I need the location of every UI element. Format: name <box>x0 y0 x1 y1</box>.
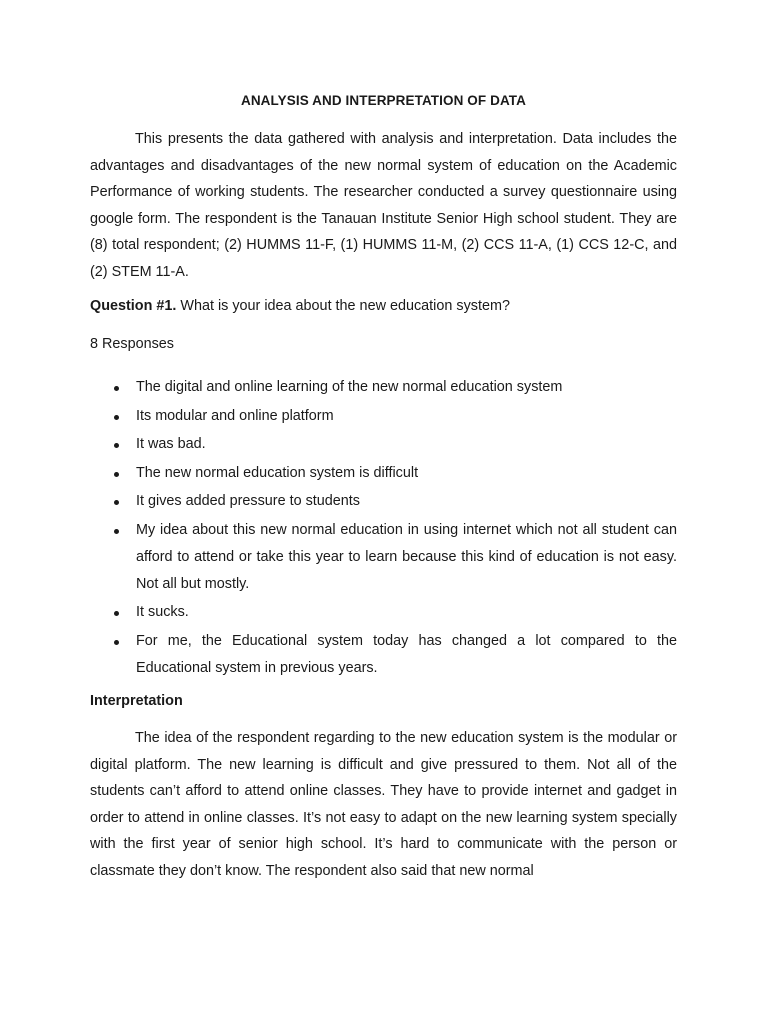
question-text: What is your idea about the new education system? <box>180 298 510 314</box>
bullet-icon <box>114 415 119 420</box>
interpretation-paragraph: The idea of the respondent regarding to the new education system is the modular or digital platform. The new learning is difficult and give pressured to them. Not all of the students can’t afford to attend online classes. They have to provide internet and gadget in order to attend in online classes. It’s not easy to adapt on the new learning system specially with the first year of senior high school. It’s hard to communicate with the person or classmate they don’t know. The respondent also said that new normal <box>90 730 677 879</box>
responses-count: 8 Responses <box>90 336 174 352</box>
response-text: For me, the Educational system today has changed a lot compared to the Educational system in previous years. <box>136 632 677 676</box>
bullet-icon <box>114 500 119 505</box>
list-item <box>90 628 677 682</box>
list-item <box>90 517 677 598</box>
bullet-icon <box>114 611 119 616</box>
response-text: The new normal education system is difficult <box>136 464 419 481</box>
interpretation-heading: Interpretation <box>90 693 183 709</box>
bullet-icon <box>114 386 119 391</box>
list-item <box>90 599 677 626</box>
list-item <box>90 374 677 401</box>
bullet-icon <box>114 472 119 477</box>
response-text: It gives added pressure to students <box>136 493 360 509</box>
list-item <box>90 488 677 515</box>
response-text: Its modular and online platform <box>136 407 334 424</box>
intro-paragraph: This presents the data gathered with analysis and interpretation. Data includes the advantages and disadvantages of the new normal system of education on the Academic Performance of working students. The researcher conducted a survey questionnaire using google form. The respondent is the Tanauan Institute Senior High school student. They are (8) total respondent; (2) HUMMS 11-F, (1) HUMMS 11-M, (2) CCS 11-A, (1) CCS 12-C, and (2) STEM 11-A. <box>90 131 677 280</box>
list-item <box>90 460 677 487</box>
question-label: Question #1. <box>90 298 177 314</box>
response-text: It was bad. <box>136 436 206 452</box>
response-text: My idea about this new normal education in using internet which not all student can afford to attend or take this year to learn because this kind of education is not easy. Not all but mostly. <box>136 521 677 592</box>
bullet-icon <box>114 443 119 448</box>
document-title: ANALYSIS AND INTERPRETATION OF DATA <box>240 93 526 108</box>
question-line <box>90 298 510 314</box>
response-text: The digital and online learning of the new normal education system <box>136 379 563 395</box>
responses-list <box>90 374 677 683</box>
list-item <box>90 403 677 430</box>
list-item <box>90 431 677 458</box>
bullet-icon <box>114 529 119 534</box>
bullet-icon <box>114 640 119 645</box>
response-text: It sucks. <box>136 604 189 620</box>
